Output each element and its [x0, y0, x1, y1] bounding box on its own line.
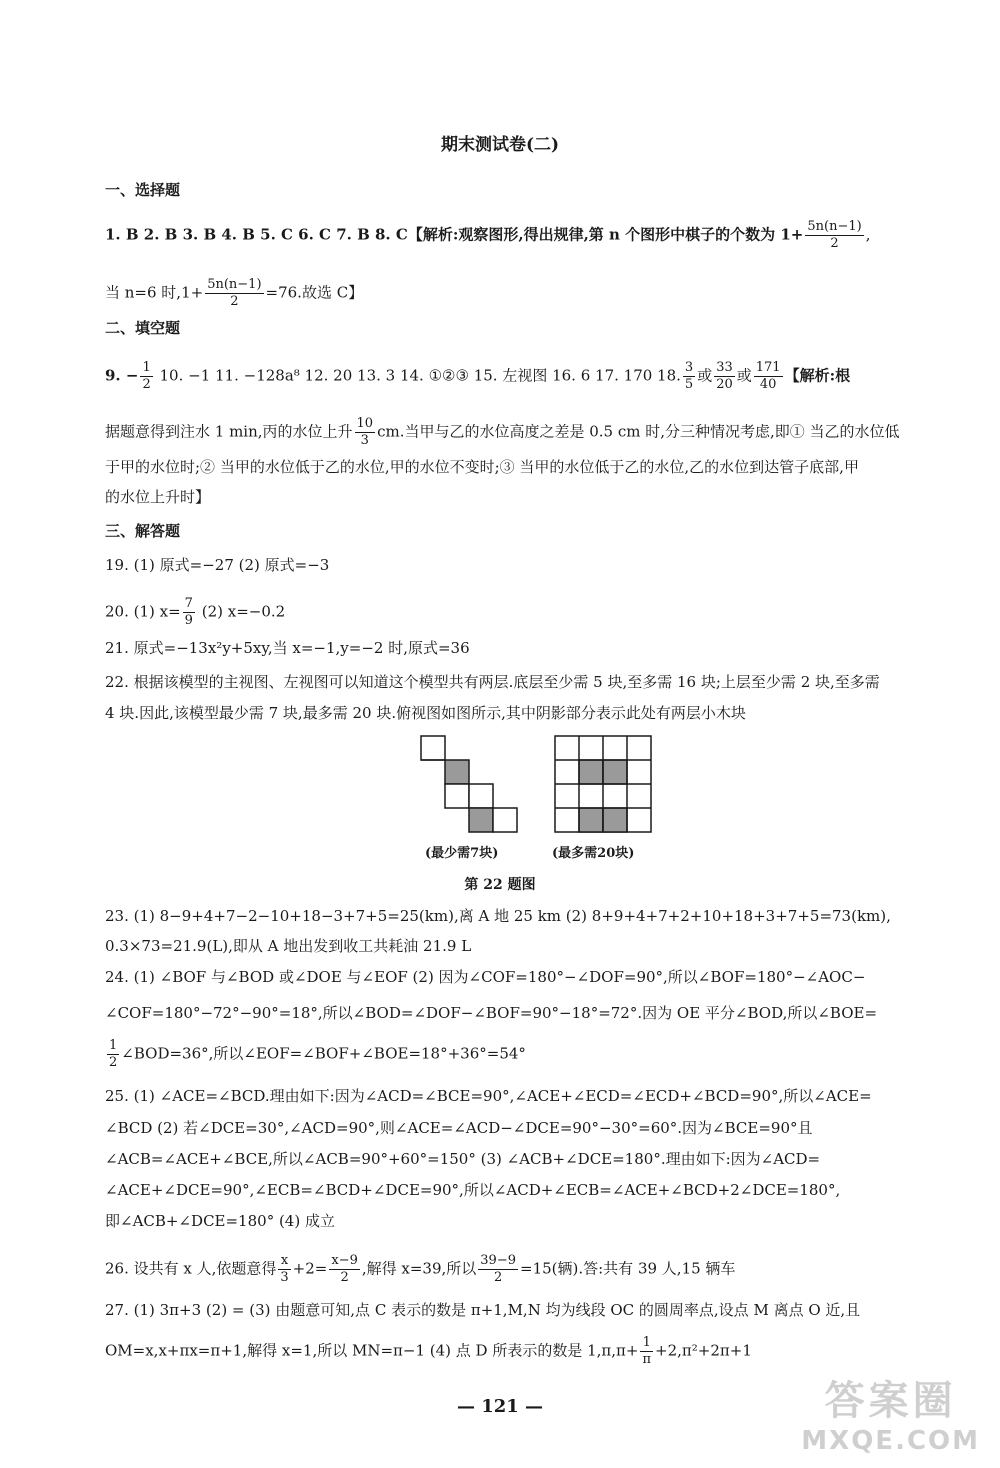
grid-cell-shaded — [603, 808, 627, 832]
answers-9-18-line3: 于甲的水位时;② 当甲的水位低于乙的水位,甲的水位不变时;③ 当甲的水位低于乙的水位,乙的水位到达管子底部,甲 — [105, 458, 859, 476]
answer-20: 20. (1) x= $\frac{7}{9}$ (2) x=−0.2 — [105, 596, 286, 628]
figure-min-top-view — [420, 735, 522, 833]
answer-22-line1: 22. 根据该模型的主视图、左视图可以知道这个模型共有两层.底层至少需 5 块,至多需 16 块;上层至少需 2 块,至多需 — [105, 673, 880, 691]
answer-24-line3: $\frac{1}{2}$ ∠BOD=36°,所以∠EOF=∠BOF+∠BOE=18°+36°=54° — [109, 1038, 526, 1070]
page-number: — 121 — — [456, 1396, 544, 1417]
watermark: 答案圈 MXQE.COM — [801, 1378, 980, 1456]
answer-27-line2: OM=x,x+πx=π+1,解得 x=1,所以 MN=π−1 (4) 点 D 所表示的数是 1,π,π+ $\frac{1}{\pi}$ +2,π²+2π+1 — [105, 1335, 752, 1367]
answer-25-line5: 即∠ACB+∠DCE=180° (4) 成立 — [105, 1212, 335, 1230]
answer-26: 26. 设共有 x 人,依题意得 $\frac{x}{3}$ +2= $\frac{x-9}{2}$ ,解得 x=39,所以 $\frac{39-9}{2}$ =15(辆).答:共有 39 人,15 辆车 — [105, 1253, 736, 1285]
grid-cell — [421, 736, 445, 760]
section-heading-solve: 三、解答题 — [105, 522, 181, 540]
answer-19: 19. (1) 原式=−27 (2) 原式=−3 — [105, 556, 330, 574]
figure-title: 第 22 题图 — [464, 877, 536, 893]
section-heading-choice: 一、选择题 — [105, 181, 181, 199]
answer-25-line1: 25. (1) ∠ACE=∠BCD.理由如下:因为∠ACD=∠BCE=90°,∠ACE+∠ECD=∠ECD+∠BCD=90°,所以∠ACE= — [105, 1087, 872, 1105]
grid-cell-shaded — [603, 760, 627, 784]
answers-9-18-line2: 据题意得到注水 1 min,丙的水位上升 $\frac{10}{3}$ cm.当甲与乙的水位高度之差是 0.5 cm 时,分三种情况考虑,即① 当乙的水位低 — [105, 416, 900, 448]
answer-25-line4: ∠ACE+∠DCE=90°,∠ECB=∠BCD+∠DCE=90°,所以∠ACD+∠ECB=∠ACE+∠BCD+2∠DCE=180°, — [105, 1181, 841, 1199]
answers-9-18-line4: 的水位上升时】 — [105, 488, 211, 506]
grid-cell-shaded — [579, 760, 603, 784]
figure-caption-max: (最多需20块) — [552, 846, 635, 861]
answer-21: 21. 原式=−13x²y+5xy,当 x=−1,y=−2 时,原式=36 — [105, 639, 470, 657]
answers-1-8-line2: 当 n=6 时,1+ $\frac{5n(n-1)}{2}$ =76.故选 C】 — [105, 277, 364, 309]
answer-27-line1: 27. (1) 3π+3 (2) = (3) 由题意可知,点 C 表示的数是 π+1,M,N 均为线段 OC 的圆周率点,设点 M 离点 O 近,且 — [105, 1301, 861, 1319]
answer-23-line1: 23. (1) 8−9+4+7−2−10+18−3+7+5=25(km),离 A 地 25 km (2) 8+9+4+7+2+10+18+3+7+5=73(km), — [105, 907, 891, 925]
answer-25-line2: ∠BCD (2) 若∠DCE=30°,∠ACD=90°,则∠ACE=∠ACD−∠DCE=90°−30°=60°.因为∠BCE=90°且 — [105, 1119, 813, 1137]
answer-25-line3: ∠ACB=∠ACE+∠BCE,所以∠ACB=90°+60°=150° (3) ∠ACB+∠DCE=180°.理由如下:因为∠ACD= — [105, 1150, 821, 1168]
grid-cell — [493, 808, 517, 832]
grid-cell-shaded — [469, 808, 493, 832]
answer-24-line2: ∠COF=180°−72°−90°=18°,所以∠BOD=∠DOF−∠BOF=90°−18°=72°.因为 OE 平分∠BOD,所以∠BOE= — [105, 1004, 878, 1022]
figure-max-top-view — [554, 735, 652, 833]
figure-caption-min: (最少需7块) — [425, 846, 499, 861]
page-title: 期末测试卷(二) — [440, 135, 560, 155]
answers-1-8-line1: 1. B 2. B 3. B 4. B 5. C 6. C 7. B 8. C【解析:观察图形,得出规律,第 n 个图形中棋子的个数为 1+ $\frac{5n(n-1)}{2}$ , — [105, 219, 871, 251]
fraction: $\frac{5n(n-1)}{2}$ — [207, 277, 262, 309]
grid-cell — [469, 784, 493, 808]
section-heading-fill: 二、填空题 — [105, 319, 181, 337]
grid-cell-shaded — [579, 808, 603, 832]
answer-22-line2: 4 块.因此,该模型最少需 7 块,最多需 20 块.俯视图如图所示,其中阴影部分表示此处有两层小木块 — [105, 704, 746, 722]
answers-9-18-line1: 9. − $\frac{1}{2}$ 10. −1 11. −128a⁸ 12. 20 13. 3 14. ①②③ 15. 左视图 16. 6 17. 170 18. $\frac{3}{5}$ 或 $\frac{33}{20}$ 或 $\frac{171}{40}$ 【解析:根 — [105, 360, 851, 392]
fraction: $\frac{5n(n-1)}{2}$ — [807, 219, 862, 251]
answer-23-line2: 0.3×73=21.9(L),即从 A 地出发到收工共耗油 21.9 L — [105, 937, 472, 955]
grid-cell-shaded — [445, 760, 469, 784]
grid-cell — [445, 784, 469, 808]
answer-24-line1: 24. (1) ∠BOF 与∠BOD 或∠DOE 与∠EOF (2) 因为∠COF=180°−∠DOF=90°,所以∠BOF=180°−∠AOC− — [105, 968, 866, 986]
